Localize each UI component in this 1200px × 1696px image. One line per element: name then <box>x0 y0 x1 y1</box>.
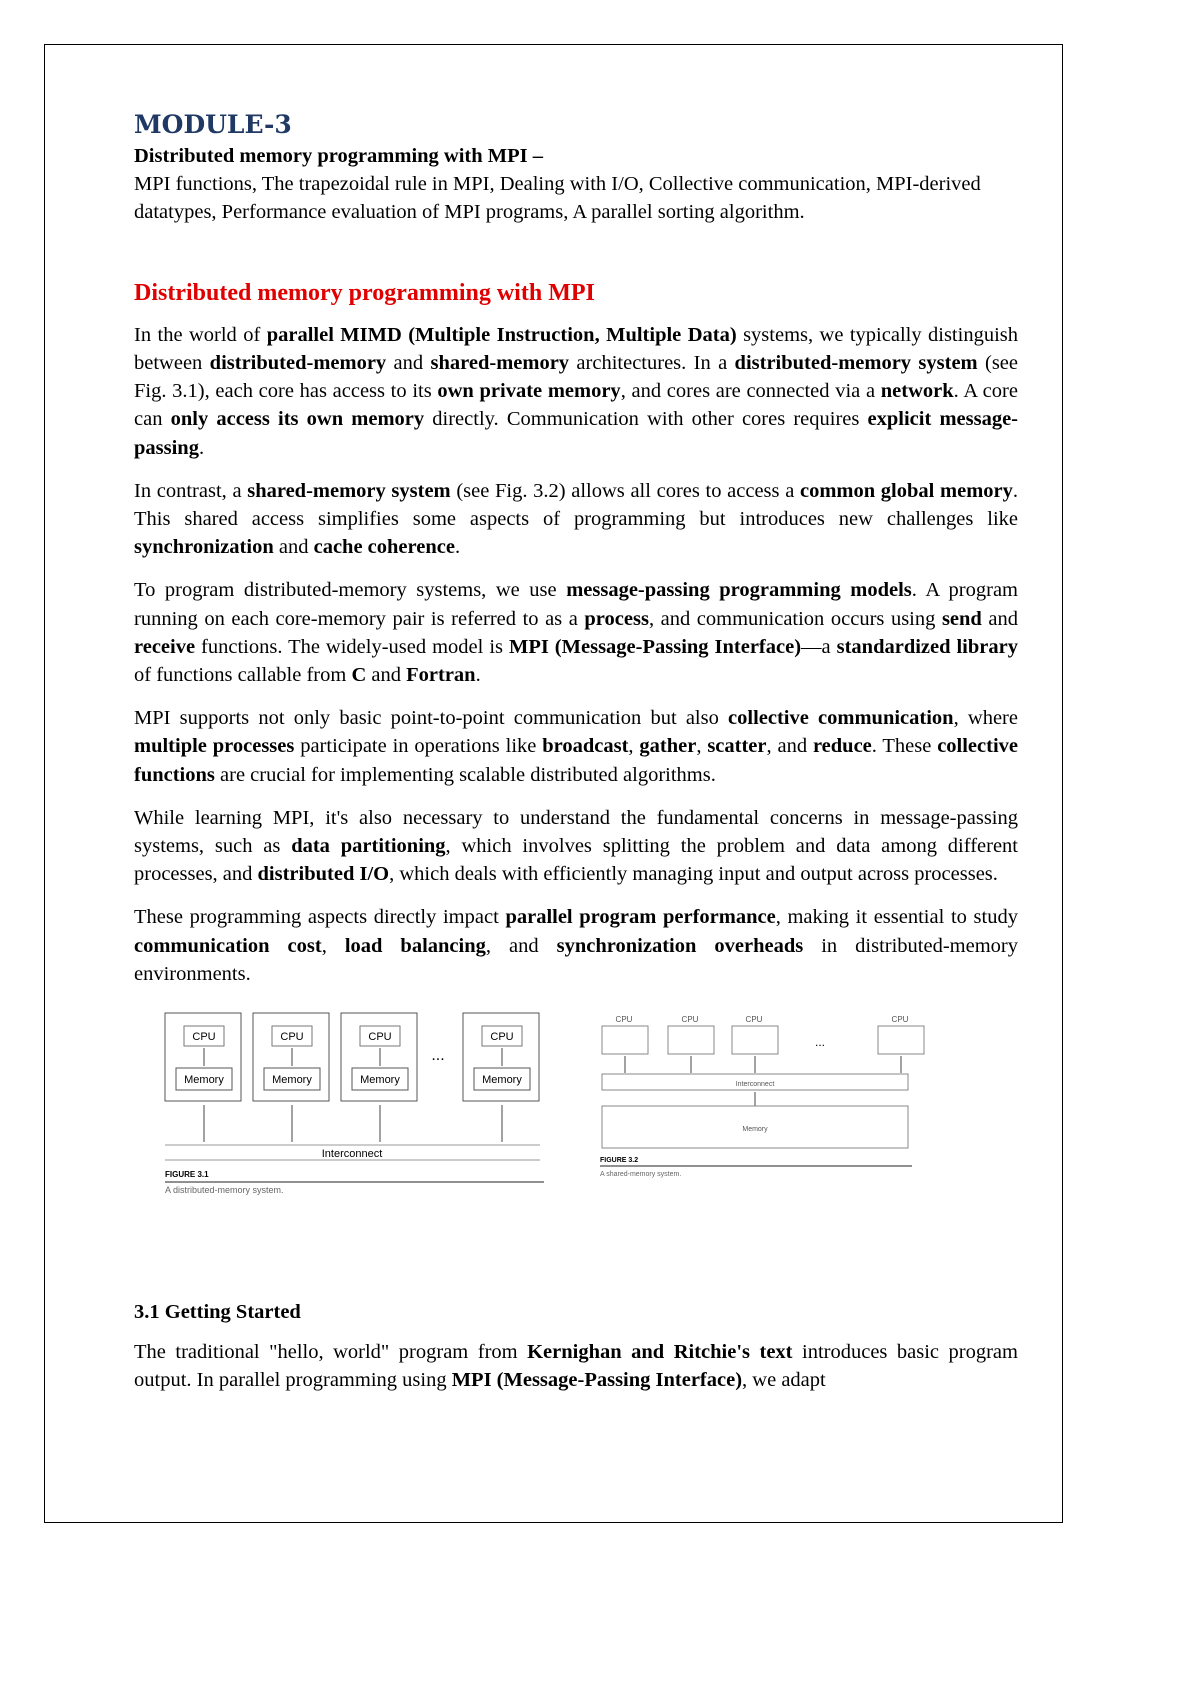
bold-text: explicit message-passing <box>134 408 1019 459</box>
cpu-label: CPU <box>891 1015 909 1025</box>
bold-text: MPI (Message-Passing Interface) <box>508 635 802 658</box>
section-heading: Distributed memory programming with MPI <box>134 279 595 306</box>
bold-text: only access its own memory <box>170 408 425 431</box>
bold-text: broadcast <box>542 735 629 758</box>
bold-text: own private memory <box>437 380 621 403</box>
paragraphs <box>134 321 1018 988</box>
cpu-label: CPU <box>368 1031 392 1044</box>
module-topics: MPI functions, The trapezoidal rule in MPI, Dealing with I/O, Collective communication, MPI-derived datatypes, Performance evaluation of MPI programs, A parallel sorting algorithm. <box>134 173 981 224</box>
text-run: . This shared access simplifies some aspects of programming but introduces new challenges like <box>134 479 1018 531</box>
text-run: systems, we typically distinguish between <box>134 323 1018 375</box>
bold-text: synchronization overheads <box>556 934 804 957</box>
module-title: MODULE-3 <box>134 110 292 139</box>
bold-text: send <box>941 607 982 630</box>
text-run: . <box>475 664 481 687</box>
text-run: —a <box>801 635 837 658</box>
bold-text: distributed I/O <box>257 863 390 886</box>
text-run: introduces basic program output. In parallel programming using <box>134 1341 1018 1392</box>
bold-text: collective communication <box>728 707 954 730</box>
text-run: , and communication occurs using <box>648 607 942 630</box>
bold-text: Fortran <box>406 664 476 687</box>
text-run: in distributed-memory environments. <box>134 934 1018 985</box>
text-run: , <box>696 735 708 758</box>
text-run: , and <box>766 735 813 758</box>
figure-caption: A distributed-memory system. <box>165 1185 284 1196</box>
memory-label: Memory <box>360 1074 400 1087</box>
cpu-label: CPU <box>490 1031 514 1044</box>
bold-text: Kernighan and Ritchie's text <box>527 1341 793 1364</box>
bold-text: collective functions <box>134 735 1018 786</box>
text-run: , <box>321 934 345 957</box>
figure-label: FIGURE 3.1 <box>165 1170 209 1180</box>
paragraph <box>134 477 1018 562</box>
cpu-label: CPU <box>280 1031 304 1044</box>
cpu-box <box>668 1026 714 1054</box>
cpu-label: CPU <box>745 1015 763 1025</box>
paragraph <box>134 1338 1018 1394</box>
text-run: , and cores are connected via a <box>620 380 881 403</box>
text-run: To program distributed-memory systems, we use <box>134 579 567 602</box>
bold-text: distributed-memory system <box>734 352 978 375</box>
bold-text: synchronization <box>134 536 274 559</box>
bold-text: cache coherence <box>313 536 455 559</box>
bold-text: shared-memory <box>430 352 570 375</box>
text-run: (see Fig. 3.1), each core has access to its <box>134 352 1018 403</box>
ellipsis: ... <box>431 1047 445 1065</box>
bold-text: communication cost <box>134 934 322 957</box>
text-run: In the world of <box>134 323 267 346</box>
bold-text: shared-memory system <box>247 479 451 502</box>
text-run: directly. Communication with other cores requires <box>424 408 868 431</box>
text-run: , which deals with efficiently managing input and output across processes. <box>389 863 998 886</box>
paragraph <box>134 704 1018 789</box>
text-run: , which involves splitting the problem and data among different processes, and <box>134 835 1018 886</box>
bold-text: multiple processes <box>134 735 295 758</box>
text-run: . A program running on each core-memory pair is referred to as a <box>134 579 1018 630</box>
bold-text: parallel MIMD (Multiple Instruction, Multiple Data) <box>266 323 737 346</box>
bold-text: data partitioning <box>291 835 446 858</box>
figures <box>134 1008 1018 1268</box>
cpu-box <box>732 1026 778 1054</box>
text-run: , and <box>485 934 557 957</box>
memory-label: Memory <box>184 1074 224 1087</box>
text-run: and <box>386 352 431 375</box>
subsection-heading: 3.1 Getting Started <box>134 1301 301 1324</box>
bold-text: reduce <box>812 735 872 758</box>
memory-label: Memory <box>482 1074 522 1087</box>
text-run: The traditional "hello, world" program from <box>134 1341 528 1364</box>
figure-label: FIGURE 3.2 <box>600 1157 639 1165</box>
module-subtitle: Distributed memory programming with MPI – <box>134 145 544 167</box>
interconnect-label: Interconnect <box>321 1148 383 1161</box>
text-run: functions. The widely-used model is <box>195 635 509 658</box>
bold-text: C <box>351 664 367 687</box>
text-run: of functions callable from <box>134 664 352 687</box>
cpu-box <box>878 1026 924 1054</box>
document-body <box>134 108 1018 1395</box>
bold-text: network <box>880 380 954 403</box>
text-run: , <box>628 735 640 758</box>
text-run: These programming aspects directly impact <box>134 906 506 929</box>
interconnect-label: Interconnect <box>735 1081 775 1089</box>
text-run: and <box>981 607 1018 630</box>
figure-shared-memory <box>600 1008 930 1188</box>
text-run: and <box>273 536 314 559</box>
figure-caption: A shared-memory system. <box>600 1171 682 1179</box>
text-run: . These <box>871 735 938 758</box>
figure-distributed-memory <box>162 1008 582 1208</box>
bold-text: scatter <box>707 735 767 758</box>
cpu-label: CPU <box>615 1015 633 1025</box>
memory-label: Memory <box>272 1074 312 1087</box>
paragraph <box>134 804 1018 889</box>
bold-text: parallel program performance <box>505 906 776 929</box>
bold-text: message-passing programming models <box>566 579 912 602</box>
bold-text: gather <box>639 735 697 758</box>
text-run: While learning MPI, it's also necessary to understand the fundamental concerns in message-passing systems, such as <box>134 806 1018 858</box>
bold-text: distributed-memory <box>209 352 387 375</box>
text-run: participate in operations like <box>294 735 543 758</box>
bold-text: common global memory <box>799 479 1013 502</box>
paragraph <box>134 576 1018 689</box>
ellipsis: ... <box>814 1035 826 1050</box>
text-run: , where <box>953 707 1018 730</box>
paragraph <box>134 321 1018 462</box>
cpu-label: CPU <box>192 1031 216 1044</box>
text-run: In contrast, a <box>134 479 248 502</box>
bold-text: receive <box>134 635 196 658</box>
text-run: MPI supports not only basic point-to-point communication but also <box>134 707 729 730</box>
memory-label: Memory <box>742 1126 768 1134</box>
text-run: architectures. In a <box>569 352 735 375</box>
text-run: . <box>454 536 461 559</box>
cpu-label: CPU <box>681 1015 699 1025</box>
cpu-box <box>602 1026 648 1054</box>
bold-text: load balancing <box>344 934 486 957</box>
text-run: . A core can <box>134 380 1018 431</box>
text-run: and <box>366 664 407 687</box>
text-run: , making it essential to study <box>775 906 1018 929</box>
paragraph <box>134 903 1018 988</box>
bold-text: MPI (Message-Passing Interface) <box>451 1369 743 1392</box>
text-run: are crucial for implementing scalable distributed algorithms. <box>214 763 716 786</box>
text-run: , we adapt <box>742 1369 826 1392</box>
text-run: (see Fig. 3.2) allows all cores to access a <box>450 479 800 502</box>
bold-text: standardized library <box>836 635 1018 658</box>
bold-text: process <box>584 607 649 630</box>
text-run: . <box>198 436 205 459</box>
